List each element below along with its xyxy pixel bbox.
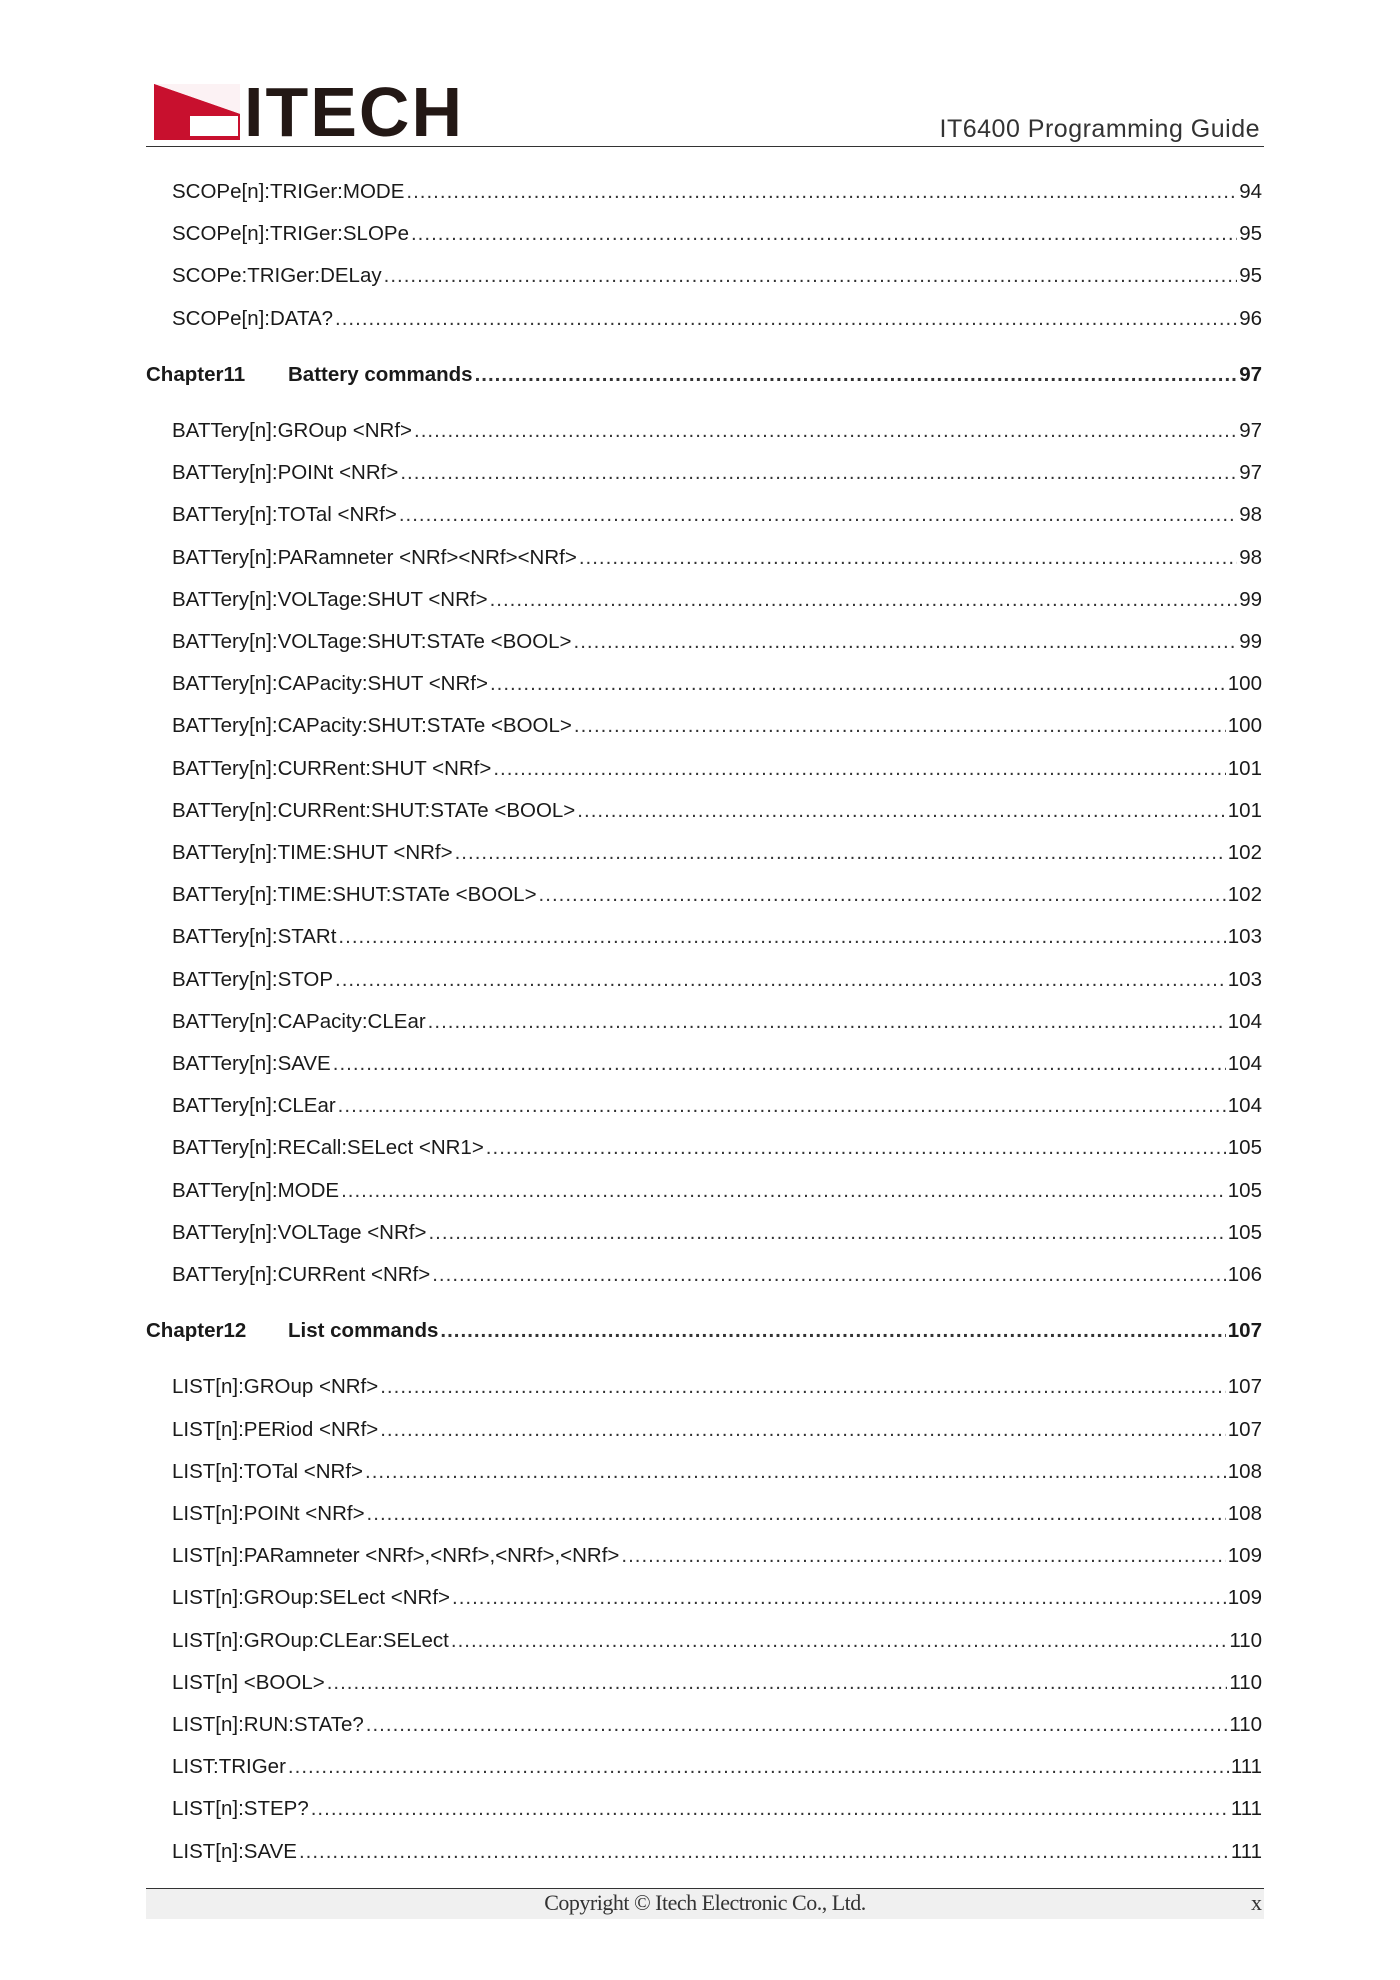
toc-dot-leader [299, 1838, 1229, 1866]
toc-entry[interactable] [146, 1753, 1262, 1781]
toc-dot-leader [574, 712, 1226, 740]
toc-entry[interactable] [146, 459, 1262, 487]
toc-page-number: 103 [1227, 967, 1262, 991]
toc-page-number: 95 [1239, 222, 1262, 246]
toc-label: BATTery[n]:TIME:SHUT <NRf> [172, 841, 453, 864]
toc-page-number: 105 [1227, 1136, 1262, 1160]
toc-label: BATTery[n]:STARt [172, 925, 337, 949]
toc-label: LIST[n]:GROup:SELect <NRf> [172, 1586, 451, 1610]
toc-dot-leader [490, 586, 1238, 614]
toc-entry[interactable] [146, 501, 1262, 529]
toc-entry[interactable] [146, 1795, 1262, 1823]
toc-dot-leader [380, 1416, 1226, 1444]
toc-dot-leader [333, 1050, 1226, 1078]
toc-label: BATTery[n]:VOLTage:SHUT:STATe <BOOL> [172, 630, 572, 653]
toc-page-number: 110 [1229, 1670, 1262, 1694]
toc-entry[interactable] [146, 586, 1262, 614]
toc-label: BATTery[n]:CAPacity:SHUT <NRf> [172, 672, 488, 696]
toc-dot-leader [451, 1627, 1227, 1655]
toc-label: BATTery[n]:CURRent:SHUT <NRf> [172, 756, 492, 780]
toc-entry[interactable] [146, 262, 1262, 290]
toc-label: BATTery[n]:POINt <NRf> [172, 461, 399, 485]
toc-chapter-heading[interactable] [146, 361, 1262, 389]
toc-dot-leader [400, 459, 1237, 487]
toc-entry[interactable] [146, 881, 1262, 909]
toc-label: List commands [288, 1319, 439, 1343]
toc-dot-leader [365, 1458, 1226, 1486]
toc-page-number: 97 [1239, 461, 1262, 485]
toc-dot-leader [288, 1753, 1229, 1781]
toc-dot-leader [486, 1134, 1226, 1162]
toc-dot-leader [399, 501, 1237, 529]
toc-label: LIST[n]:PARamneter <NRf>,<NRf>,<NRf>,<NRf> [172, 1544, 620, 1568]
toc-label: BATTery[n]:CLEar [172, 1094, 336, 1118]
toc-page-number: 99 [1239, 630, 1262, 653]
toc-dot-leader [367, 1500, 1226, 1528]
toc-page-number: 104 [1227, 1052, 1262, 1075]
toc-page-number: 109 [1227, 1544, 1262, 1568]
toc-dot-leader [335, 966, 1226, 994]
toc-page-number: 107 [1227, 1417, 1262, 1441]
toc-label: BATTery[n]:CAPacity:SHUT:STATe <BOOL> [172, 714, 572, 738]
toc-page-number: 101 [1227, 798, 1262, 822]
toc-dot-leader [579, 544, 1237, 572]
toc-page-number: 95 [1239, 264, 1262, 288]
toc-label: SCOPe[n]:DATA? [172, 306, 334, 330]
toc-label: LIST[n]:RUN:STATe? [172, 1713, 364, 1736]
itech-logo [154, 73, 464, 151]
toc-label: LIST[n]:STEP? [172, 1797, 309, 1821]
toc-page-number: 109 [1227, 1586, 1262, 1610]
toc-entry[interactable] [146, 923, 1262, 951]
toc-entry[interactable] [146, 1416, 1262, 1444]
toc-entry[interactable] [146, 1542, 1262, 1570]
toc-label: BATTery[n]:TOTal <NRf> [172, 503, 397, 527]
toc-dot-leader [411, 220, 1237, 248]
toc-entry[interactable] [146, 1500, 1262, 1528]
toc-dot-leader [366, 1711, 1228, 1739]
toc-page-number: 106 [1227, 1263, 1262, 1286]
page-number: x [1251, 1890, 1262, 1915]
toc-dot-leader [341, 1177, 1226, 1205]
toc-entry[interactable] [146, 305, 1262, 333]
document-title: IT6400 Programming Guide [939, 115, 1260, 143]
toc-entry[interactable] [146, 839, 1262, 867]
toc-dot-leader [452, 1584, 1226, 1612]
toc-label: BATTery[n]:VOLTage <NRf> [172, 1220, 427, 1244]
toc-page-number: 102 [1227, 883, 1262, 907]
toc-entry[interactable] [146, 712, 1262, 740]
toc-entry[interactable] [146, 1261, 1262, 1289]
toc-entry[interactable] [146, 1584, 1262, 1612]
toc-entry[interactable] [146, 1838, 1262, 1866]
toc-page-number: 100 [1227, 672, 1262, 696]
toc-dot-leader [490, 670, 1226, 698]
toc-dot-leader [493, 755, 1225, 783]
toc-label: BATTery[n]:CURRent <NRf> [172, 1263, 431, 1286]
toc-entry[interactable] [146, 755, 1262, 783]
logo-wordmark: ITECH [244, 73, 464, 151]
toc-label: BATTery[n]:CURRent:SHUT:STATe <BOOL> [172, 798, 576, 822]
toc-page-number: 101 [1227, 756, 1262, 780]
toc-label: BATTery[n]:MODE [172, 1178, 340, 1202]
toc-entry[interactable] [146, 220, 1262, 248]
toc-dot-leader [432, 1261, 1226, 1289]
toc-entry[interactable] [146, 1050, 1262, 1078]
toc-label: BATTery[n]:VOLTage:SHUT <NRf> [172, 587, 488, 611]
toc-dot-leader [621, 1542, 1225, 1570]
copyright-notice: Copyright © Itech Electronic Co., Ltd. [544, 1890, 866, 1915]
toc-dot-leader [414, 417, 1237, 445]
toc-page-number: 97 [1239, 419, 1262, 442]
toc-entry[interactable] [146, 1092, 1262, 1120]
toc-label: LIST[n]:TOTal <NRf> [172, 1459, 364, 1483]
toc-entry[interactable] [146, 628, 1262, 656]
page-header [146, 73, 1264, 151]
toc-chapter-number: Chapter11 [146, 362, 246, 386]
toc-chapter-number: Chapter12 [146, 1319, 247, 1343]
toc-entry[interactable] [146, 1627, 1262, 1655]
toc-page-number: 111 [1230, 1755, 1262, 1779]
toc-label: LIST[n]:GROup <NRf> [172, 1375, 379, 1399]
toc-label: BATTery[n]:TIME:SHUT:STATe <BOOL> [172, 883, 537, 907]
toc-page-number: 108 [1227, 1459, 1262, 1483]
toc-dot-leader [335, 305, 1237, 333]
toc-page-number: 94 [1239, 180, 1262, 203]
toc-page-number: 111 [1230, 1839, 1262, 1863]
toc-page-number: 103 [1227, 925, 1262, 949]
toc-label: LIST[n]:PERiod <NRf> [172, 1417, 379, 1441]
toc-dot-leader [475, 361, 1238, 389]
toc-dot-leader [428, 1008, 1226, 1036]
toc-dot-leader [440, 1317, 1225, 1345]
toc-entry[interactable] [146, 544, 1262, 572]
toc-entry[interactable] [146, 417, 1262, 445]
toc-label: BATTery[n]:STOP [172, 967, 334, 991]
toc-entry[interactable] [146, 1219, 1262, 1247]
toc-label: SCOPe[n]:TRIGer:SLOPe [172, 222, 409, 246]
toc-dot-leader [338, 923, 1225, 951]
toc-label: LIST[n] <BOOL> [172, 1670, 325, 1694]
toc-dot-leader [406, 178, 1237, 206]
toc-dot-leader [338, 1092, 1226, 1120]
toc-entry[interactable] [146, 670, 1262, 698]
toc-label: BATTery[n]:PARamneter <NRf><NRf><NRf> [172, 545, 577, 569]
toc-entry[interactable] [146, 966, 1262, 994]
toc-page-number: 110 [1229, 1628, 1262, 1652]
toc-dot-leader [428, 1219, 1225, 1247]
toc-dot-leader [384, 262, 1238, 290]
toc-entry[interactable] [146, 1458, 1262, 1486]
toc-entry[interactable] [146, 1669, 1262, 1697]
toc-page-number: 105 [1227, 1178, 1262, 1202]
toc-page-number: 104 [1227, 1009, 1262, 1033]
toc-page-number: 110 [1229, 1713, 1262, 1736]
toc-label: LIST[n]:SAVE [172, 1839, 297, 1863]
toc-label: BATTery[n]:RECall:SELect <NR1> [172, 1136, 484, 1160]
toc-page-number: 111 [1230, 1797, 1262, 1821]
toc-label: LIST[n]:POINt <NRf> [172, 1502, 365, 1525]
toc-entry[interactable] [146, 1177, 1262, 1205]
toc-dot-leader [327, 1669, 1228, 1697]
toc-label: LIST:TRIGer [172, 1755, 286, 1779]
toc-page-number: 107 [1227, 1319, 1262, 1343]
toc-page-number: 96 [1239, 306, 1262, 330]
toc-label: BATTery[n]:CAPacity:CLEar [172, 1009, 426, 1033]
toc-dot-leader [311, 1795, 1229, 1823]
toc-page-number: 108 [1227, 1502, 1262, 1525]
toc-page-number: 97 [1239, 362, 1262, 386]
toc-page-number: 105 [1227, 1220, 1262, 1244]
itech-logo-mark-icon [154, 84, 240, 140]
toc-dot-leader [574, 628, 1238, 656]
toc-entry[interactable] [146, 1134, 1262, 1162]
toc-page-number: 98 [1239, 503, 1262, 527]
toc-label: SCOPe:TRIGer:DELay [172, 264, 382, 288]
toc-label: Battery commands [288, 362, 473, 386]
page-footer [146, 1888, 1264, 1919]
toc-page-number: 102 [1227, 841, 1262, 864]
toc-page-number: 100 [1227, 714, 1262, 738]
toc-dot-leader [539, 881, 1226, 909]
toc-label: BATTery[n]:SAVE [172, 1052, 331, 1075]
toc-entry[interactable] [146, 797, 1262, 825]
toc-entry[interactable] [146, 1711, 1262, 1739]
toc-label: LIST[n]:GROup:CLEar:SELect [172, 1628, 449, 1652]
toc-page-number: 99 [1239, 587, 1262, 611]
toc-label: SCOPe[n]:TRIGer:MODE [172, 180, 405, 203]
toc-entry[interactable] [146, 178, 1262, 206]
toc-dot-leader [380, 1373, 1226, 1401]
toc-chapter-heading[interactable] [146, 1317, 1262, 1345]
toc-page-number: 104 [1227, 1094, 1262, 1118]
toc-entry[interactable] [146, 1008, 1262, 1036]
toc-label: BATTery[n]:GROup <NRf> [172, 419, 413, 442]
toc-dot-leader [577, 797, 1225, 825]
toc-dot-leader [455, 839, 1226, 867]
toc-page-number: 98 [1239, 545, 1262, 569]
toc-page-number: 107 [1227, 1375, 1262, 1399]
toc-entry[interactable] [146, 1373, 1262, 1401]
